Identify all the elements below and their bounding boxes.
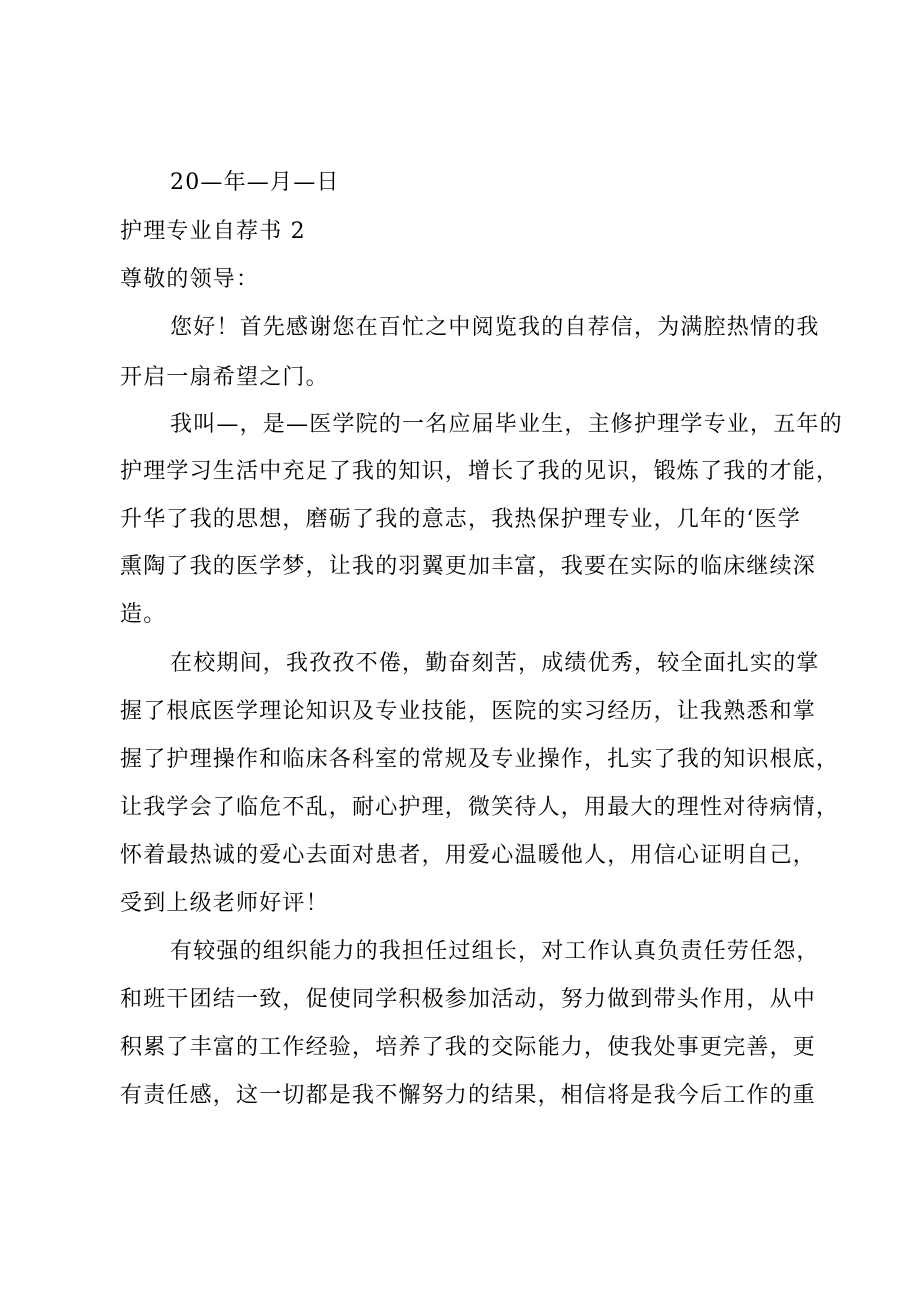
paragraph-1-line-2: 开启一扇希望之门。: [120, 365, 329, 390]
paragraph-2-line-5: 造。: [120, 602, 167, 627]
paragraph-2-line-3: 升华了我的思想，磨砺了我的意志，我热保护理专业，几年的‘医学: [120, 507, 801, 532]
paragraph-3-line-5: 怀着最热诚的爱心去面对患者，用爱心温暖他人，用信心证明自己，: [120, 843, 817, 868]
document-title: 护理专业自荐书 2: [120, 219, 306, 244]
paragraph-3-line-4: 让我学会了临危不乱，耐心护理，微笑待人，用最大的理性对待病情，: [120, 795, 840, 820]
paragraph-4-line-2: 和班干团结一致，促使同学积极参加活动，努力做到带头作用，从中: [120, 987, 817, 1012]
salutation: 尊敬的领导：: [120, 267, 260, 292]
paragraph-1-line-1: 您好！首先感谢您在百忙之中阅览我的自荐信，为满腔热情的我: [170, 315, 820, 340]
paragraph-3-line-1: 在校期间，我孜孜不倦，勤奋刻苦，成绩优秀，较全面扎实的掌: [170, 651, 820, 676]
paragraph-4-line-3: 积累了丰富的工作经验，培养了我的交际能力，使我处事更完善，更: [120, 1035, 817, 1060]
paragraph-3-line-2: 握了根底医学理论知识及专业技能，医院的实习经历，让我熟悉和掌: [120, 699, 817, 724]
paragraph-2-line-4: 熏陶了我的医学梦，让我的羽翼更加丰富，我要在实际的临床继续深: [120, 554, 817, 579]
paragraph-4-line-4: 有责任感，这一切都是我不懈努力的结果，相信将是我今后工作的重: [120, 1083, 817, 1108]
paragraph-3-line-6: 受到上级老师好评！: [120, 891, 329, 916]
paragraph-2-line-2: 护理学习生活中充足了我的知识，增长了我的见识，锻炼了我的才能，: [120, 459, 840, 484]
paragraph-2-line-1: 我叫—，是—医学院的一名应届毕业生，主修护理学专业，五年的: [170, 412, 843, 437]
paragraph-3-line-3: 握了护理操作和临床各科室的常规及专业操作，扎实了我的知识根底，: [120, 747, 840, 772]
paragraph-4-line-1: 有较强的组织能力的我担任过组长，对工作认真负责任劳任怨，: [170, 939, 820, 964]
date-line: 20—年—月—日: [170, 170, 340, 195]
